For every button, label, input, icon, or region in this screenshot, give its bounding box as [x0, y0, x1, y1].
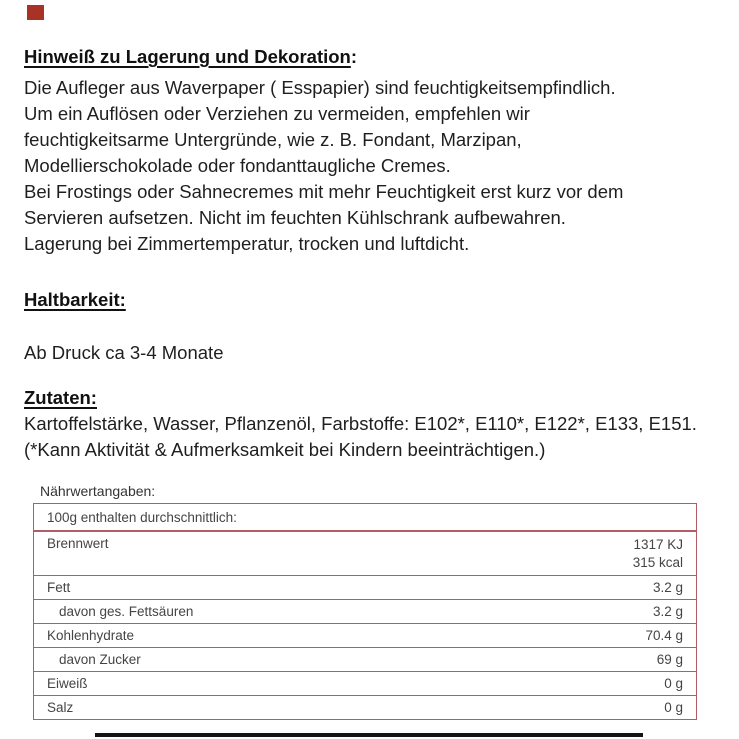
nutrition-row-value: 70.4 g: [645, 628, 683, 643]
nutrition-row-label: Eiweiß: [47, 676, 88, 691]
storage-line: Bei Frostings oder Sahnecremes mit mehr Feuchtigkeit erst kurz vor dem: [24, 181, 624, 202]
shelf-life-text: Ab Druck ca 3-4 Monate: [24, 342, 224, 363]
nutrition-row-value: 3.2 g: [652, 604, 683, 619]
nutrition-row-protein: [34, 671, 696, 695]
nutrition-row-value: 0 g: [664, 700, 683, 715]
nutrition-table-header: [34, 504, 696, 531]
storage-heading-text: Hinweiß zu Lagerung und Dekoration: [24, 46, 351, 67]
nutrition-row-label: davon Zucker: [59, 652, 141, 667]
nutrition-row-label: Salz: [47, 700, 74, 715]
storage-paragraph: [24, 75, 739, 257]
bottom-divider-bar: [95, 733, 643, 737]
nutrition-row-carbs: [34, 623, 696, 647]
nutrition-row-salt: [34, 695, 696, 719]
nutrition-row-fat: [34, 575, 696, 599]
shelf-life-heading: [24, 287, 739, 313]
storage-line: Die Aufleger aus Waverpaper ( Esspapier) sind feuchtigkeitsempfindlich.: [24, 77, 616, 98]
nutrition-row-sugar: [34, 647, 696, 671]
storage-heading-colon: :: [350, 46, 358, 67]
storage-line: feuchtigkeitsarme Untergründe, wie z. B. Fondant, Marzipan,: [24, 129, 522, 150]
storage-heading: [24, 44, 739, 70]
nutrition-row-value: 3.2 g: [652, 580, 683, 595]
nutrition-row-saturated-fat: [34, 599, 696, 623]
ingredients-line: Kartoffelstärke, Wasser, Pflanzenöl, Farbstoffe: E102*, E110*, E122*, E133, E151.: [24, 413, 697, 434]
nutrition-row-value: 69 g: [656, 652, 683, 667]
ingredients-line: (*Kann Aktivität & Aufmerksamkeit bei Kindern beeinträchtigen.): [24, 439, 546, 460]
nutrition-table: [33, 503, 697, 720]
nutrition-row-label: Kohlenhydrate: [47, 628, 135, 643]
ingredients-heading-text: Zutaten:: [24, 387, 97, 408]
storage-line: Lagerung bei Zimmertemperatur, trocken und luftdicht.: [24, 233, 470, 254]
red-corner-mark: [27, 5, 44, 20]
nutrition-row-label: davon ges. Fettsäuren: [59, 604, 194, 619]
ingredients-heading: [24, 385, 739, 411]
nutrition-energy-kcal: 315 kcal: [632, 555, 683, 570]
nutrition-energy-kj: 1317 KJ: [633, 537, 683, 552]
ingredients-paragraph: [24, 411, 739, 463]
nutrition-row-value: [633, 536, 683, 572]
nutrition-row-label: Brennwert: [47, 536, 109, 551]
nutrition-row-label: Fett: [47, 580, 71, 595]
nutrition-label: Nährwertangaben:: [40, 483, 156, 499]
storage-line: Servieren aufsetzen. Nicht im feuchten Kühlschrank aufbewahren.: [24, 207, 566, 228]
nutrition-row-value: 0 g: [664, 676, 683, 691]
nutrition-table-header-text: 100g enthalten durchschnittlich:: [47, 509, 237, 525]
shelf-life-heading-text: Haltbarkeit:: [24, 289, 126, 310]
storage-line: Modellierschokolade oder fondanttaugliche Cremes.: [24, 155, 451, 176]
nutrition-row-energy: [34, 531, 696, 575]
storage-line: Um ein Auflösen oder Verziehen zu vermeiden, empfehlen wir: [24, 103, 530, 124]
